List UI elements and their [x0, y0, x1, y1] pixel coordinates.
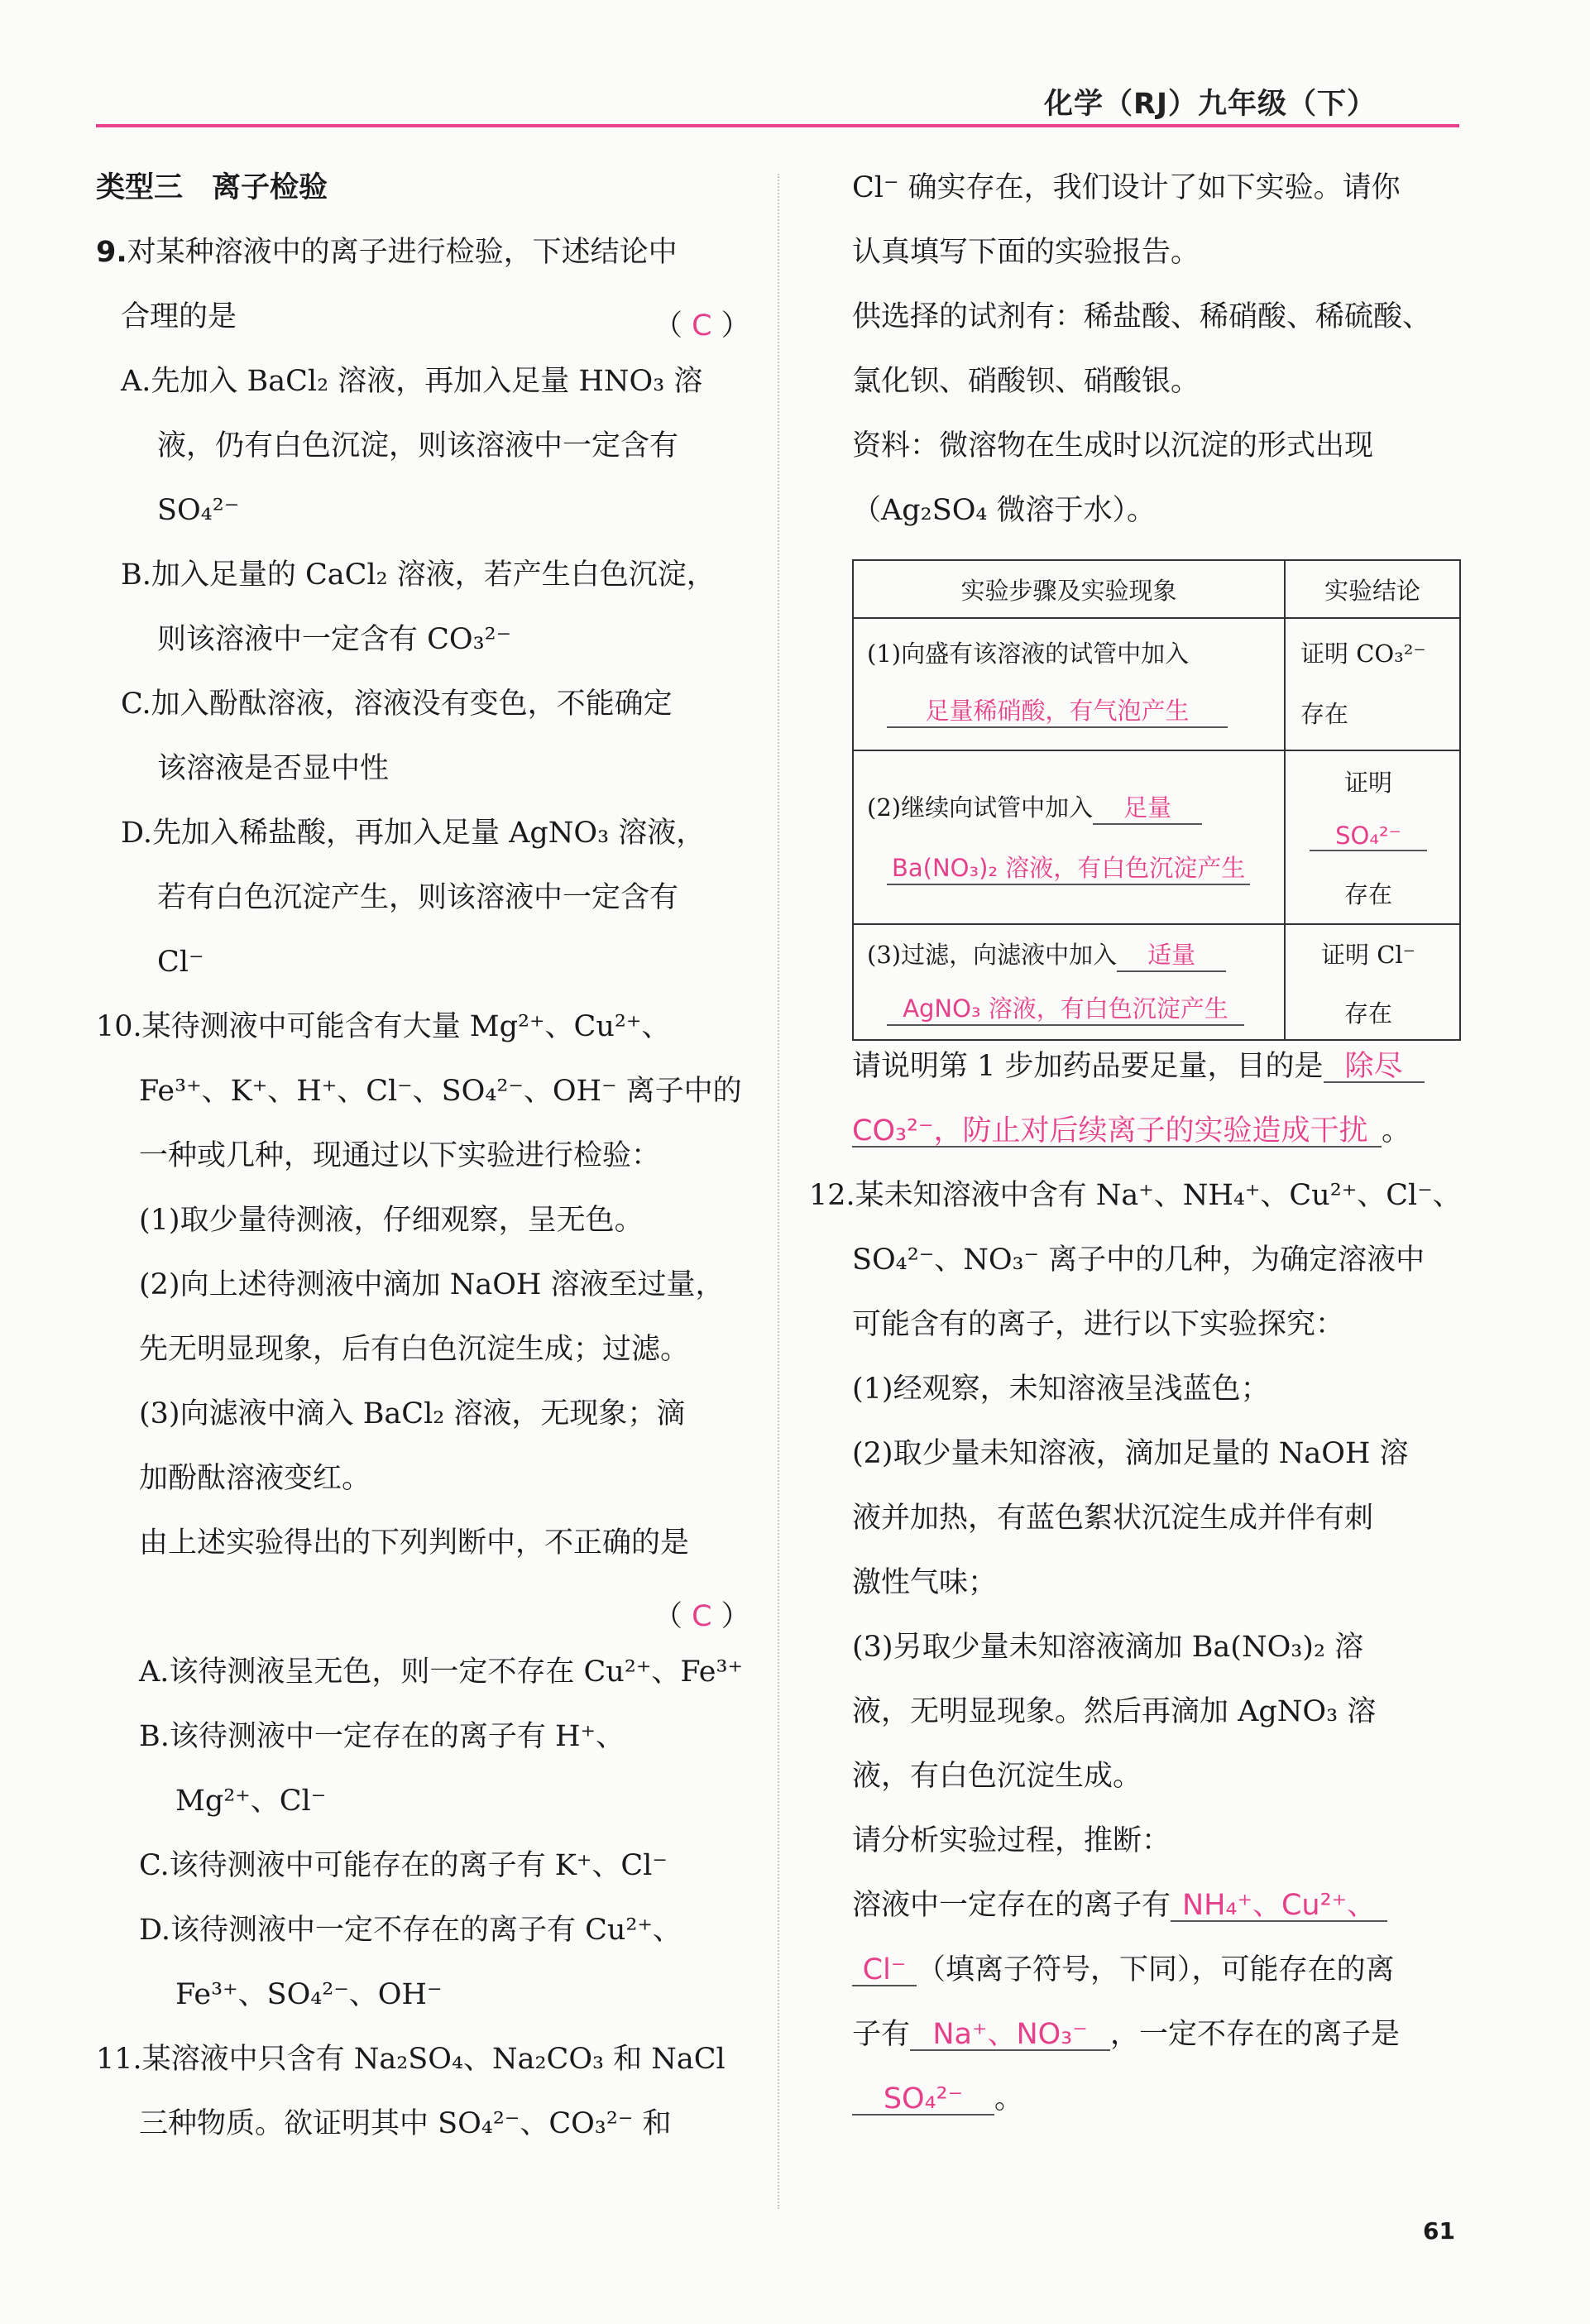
q10-step-2b: 先无明显现象，后有白色沉淀生成；过滤。: [139, 1333, 690, 1366]
q12-stem: 12.某未知溶液中含有 Na⁺、NH₄⁺、Cu²⁺、Cl⁻、: [809, 1179, 1462, 1212]
q9-option-b-2: 则该溶液中一定含有 CO₃²⁻: [157, 623, 512, 656]
q12-step-3b: 液，无明显现象。然后再滴加 AgNO₃ 溶: [852, 1695, 1377, 1728]
q10-stem-3: 一种或几种，现通过以下实验进行检验：: [139, 1139, 661, 1172]
q9-option-d: D.先加入稀盐酸，再加入足量 AgNO₃ 溶液，: [121, 817, 706, 850]
q11-reagents: 供选择的试剂有：稀盐酸、稀硝酸、稀硫酸、: [852, 300, 1432, 333]
q12-step-1: (1)经观察，未知溶液呈浅蓝色；: [852, 1373, 1270, 1406]
row3-step-line: [867, 937, 1272, 972]
q10-stem-2: Fe³⁺、K⁺、H⁺、Cl⁻、SO₄²⁻、OH⁻ 离子中的: [139, 1075, 742, 1108]
q10-option-d: D.该待测液中一定不存在的离子有 Cu²⁺、: [139, 1914, 682, 1947]
header-title: 化学（RJ）九年级（下）: [1044, 88, 1377, 121]
row3-conclusion-end: 存在: [1343, 999, 1392, 1028]
q10-option-b: B.该待测液中一定存在的离子有 H⁺、: [139, 1720, 625, 1753]
row2-conclusion: 证明: [1343, 769, 1392, 797]
row2-conclusion-end: 存在: [1343, 880, 1392, 908]
q10-answer-paren: （ C ）: [654, 1600, 750, 1633]
row1-step: (1)向盛有该溶液的试管中加入: [867, 640, 1190, 668]
row3-step: (3)过滤，向滤液中加入: [867, 941, 1118, 969]
q9-stem: 9.对某种溶液中的离子进行检验，下述结论中: [96, 236, 678, 269]
row2-step: (2)继续向试管中加入: [867, 793, 1094, 822]
row3-answer: AgNO₃ 溶液，有白色沉淀产生: [887, 990, 1244, 1026]
q10-step-1: (1)取少量待测液，仔细观察，呈无色。: [139, 1204, 644, 1237]
table-header-steps: 实验步骤及实验现象: [853, 560, 1285, 618]
row1-answer: 足量稀硝酸，有气泡产生: [887, 692, 1228, 728]
q11-reagents-2: 氯化钡、硝酸钡、硝酸银。: [852, 365, 1200, 398]
table-row: [853, 618, 1460, 750]
q12-stem-3: 可能含有的离子，进行以下实验探究：: [852, 1308, 1345, 1341]
row3-step-answer: 适量: [1117, 937, 1226, 972]
q12-fill-d: SO₄²⁻ 。: [852, 2085, 1023, 2116]
header-rule: [96, 124, 1459, 127]
table-row: [853, 750, 1460, 924]
q9-stem-2: 合理的是: [121, 300, 237, 333]
q9-option-a-3: SO₄²⁻: [157, 494, 240, 527]
q11-note: 资料：微溶物在生成时以沉淀的形式出现: [852, 429, 1374, 462]
q9-option-c: C.加入酚酞溶液，溶液没有变色，不能确定: [121, 688, 673, 721]
column-divider: [778, 174, 780, 2209]
q12-stem-2: SO₄²⁻、NO₃⁻ 离子中的几种，为确定溶液中: [852, 1243, 1425, 1277]
q10-step-3: (3)向滤液中滴入 BaCl₂ 溶液，无现象；滴: [139, 1397, 686, 1430]
section-title: 类型三 离子检验: [96, 171, 328, 204]
q10-option-b-2: Mg²⁺、Cl⁻: [175, 1785, 327, 1818]
row2-step-line: [867, 789, 1272, 825]
q11-explain: 请说明第 1 步加药品要足量，目的是 除尽: [852, 1052, 1425, 1083]
q10-option-c: C.该待测液中可能存在的离子有 K⁺、Cl⁻: [139, 1849, 668, 1882]
q9-option-d-3: Cl⁻: [157, 946, 204, 979]
q11-cont-1: Cl⁻ 确实存在，我们设计了如下实验。请你: [852, 171, 1401, 204]
table-header-conclusion: 实验结论: [1285, 560, 1460, 618]
row2-conclusion-answer: SO₄²⁻: [1310, 822, 1427, 851]
q12-step-3: (3)另取少量未知溶液滴加 Ba(NO₃)₂ 溶: [852, 1631, 1364, 1664]
q9-answer: C: [692, 309, 712, 343]
q12-fill-c: 子有 Na⁺、NO₃⁻ ，一定不存在的离子是: [852, 2018, 1401, 2051]
q10-answer: C: [692, 1600, 712, 1633]
q12-answer-a: NH₄⁺、Cu²⁺、: [1171, 1891, 1387, 1922]
q11-stem-2: 三种物质。欲证明其中 SO₄²⁻、CO₃²⁻ 和: [139, 2107, 672, 2140]
q11-explain-answer-2: CO₃²⁻，防止对后续离子的实验造成干扰: [852, 1117, 1382, 1148]
row1-conclusion-end: 存在: [1300, 700, 1349, 728]
row2-answer: Ba(NO₃)₂ 溶液，有白色沉淀产生: [887, 850, 1250, 885]
q9-answer-paren: （ C ）: [654, 309, 750, 343]
row2-step-answer: 足量: [1093, 789, 1202, 825]
q12-step-2b: 液并加热，有蓝色絮状沉淀生成并伴有刺: [852, 1502, 1374, 1535]
q10-option-a: A.该待测液呈无色，则一定不存在 Cu²⁺、Fe³⁺: [139, 1656, 743, 1689]
q10-step-3b: 加酚酞溶液变红。: [139, 1462, 371, 1495]
q11-cont-2: 认真填写下面的实验报告。: [852, 236, 1200, 269]
q9-option-c-2: 该溶液是否显中性: [157, 752, 390, 785]
table-row: [853, 924, 1460, 1040]
q9-option-a-2: 液，仍有白色沉淀，则该溶液中一定含有: [157, 429, 679, 462]
q12-fill-a: 溶液中一定存在的离子有 NH₄⁺、Cu²⁺、: [852, 1891, 1387, 1922]
q12-answer-d: SO₄²⁻: [852, 2085, 994, 2116]
row3-conclusion: 证明 Cl⁻: [1321, 941, 1415, 969]
q9-option-d-2: 若有白色沉淀产生，则该溶液中一定含有: [157, 881, 679, 914]
row1-conclusion: 证明 CO₃²⁻: [1300, 640, 1426, 668]
q12-step-2: (2)取少量未知溶液，滴加足量的 NaOH 溶: [852, 1437, 1409, 1470]
q11-stem: 11.某溶液中只含有 Na₂SO₄、Na₂CO₃ 和 NaCl: [96, 2043, 726, 2076]
q12-step-2c: 激性气味；: [852, 1566, 998, 1599]
q12-answer-c: Na⁺、NO₃⁻: [910, 2020, 1110, 2051]
q10-option-d-2: Fe³⁺、SO₄²⁻、OH⁻: [175, 1978, 443, 2011]
q12-step-3c: 液，有白色沉淀生成。: [852, 1760, 1142, 1793]
q11-note-2: （Ag₂SO₄ 微溶于水）。: [852, 494, 1157, 527]
experiment-table: [852, 559, 1461, 1041]
q11-explain-2: CO₃²⁻，防止对后续离子的实验造成干扰 。: [852, 1114, 1411, 1148]
q12-answer-b: Cl⁻: [852, 1956, 917, 1986]
q12-analyze: 请分析实验过程，推断：: [852, 1824, 1171, 1857]
q11-explain-answer-1: 除尽: [1324, 1052, 1425, 1083]
q9-option-b: B.加入足量的 CaCl₂ 溶液，若产生白色沉淀，: [121, 558, 716, 592]
q10-question: 由上述实验得出的下列判断中，不正确的是: [139, 1526, 690, 1560]
q10-step-2: (2)向上述待测液中滴加 NaOH 溶液至过量，: [139, 1268, 725, 1301]
q10-stem: 10.某待测液中可能含有大量 Mg²⁺、Cu²⁺、: [96, 1010, 671, 1043]
q9-option-a: A.先加入 BaCl₂ 溶液，再加入足量 HNO₃ 溶: [121, 365, 703, 398]
page-number: 61: [1423, 2217, 1455, 2245]
q12-fill-b: Cl⁻ （填离子符号，下同），可能存在的离: [852, 1956, 1395, 1986]
